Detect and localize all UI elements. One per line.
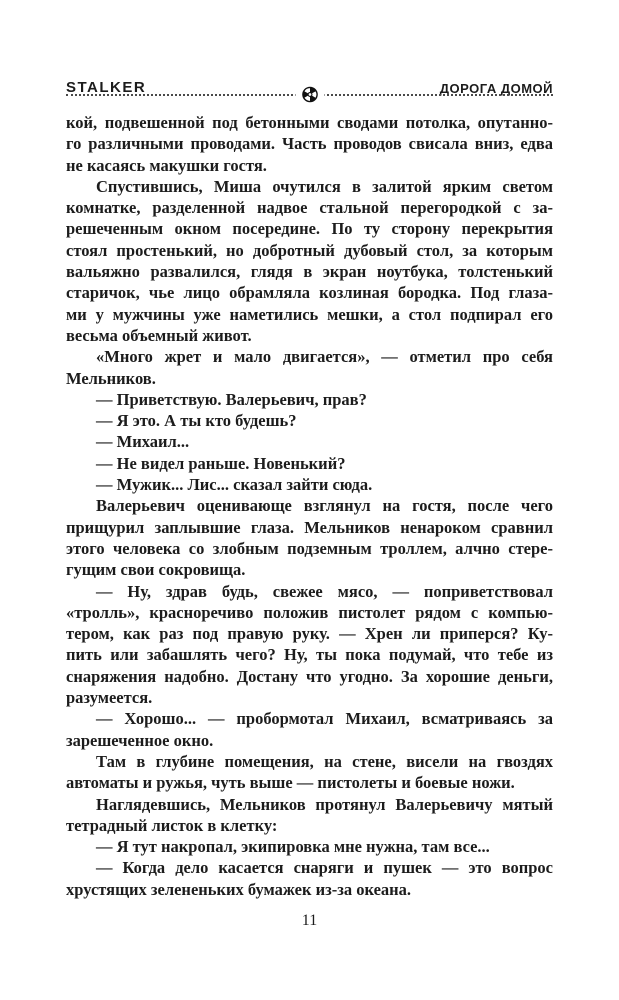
paragraph <box>66 836 553 857</box>
text-line: разумеется. <box>66 688 153 708</box>
text-line: Наглядевшись, Мельников протянул Валерьевичу мятый <box>96 794 553 814</box>
page-number: 11 <box>301 912 318 929</box>
text-line: стоял простенький, но добротный дубовый стол, за которым <box>66 240 553 260</box>
book-title: ДОРОГА ДОМОЙ <box>439 81 553 96</box>
text-line: пить или забашлять чего? Ну, ты пока подумай, что тебе из <box>66 645 553 665</box>
text-line: автоматы и ружья, чуть выше — пистолеты и боевые ножи. <box>66 773 515 793</box>
text-line: снаряжения надобно. Достану что угодно. За хорошие деньги, <box>66 666 553 686</box>
text-line: — Хорошо... — пробормотал Михаил, всматриваясь за <box>96 709 553 729</box>
text-line: Мельников. <box>66 368 156 388</box>
text-line: гущим свои сокровища. <box>66 560 246 580</box>
text-line: «Много жрет и мало двигается», — отметил про себя <box>96 347 553 367</box>
text-line: этого человека со злобным подземным троллем, алчно стере- <box>66 538 553 558</box>
text-line: вальяжно развалился, глядя в экран ноутбука, толстенький <box>66 262 553 282</box>
text-line: кой, подвешенной под бетонными сводами потолка, опутанно- <box>66 113 553 132</box>
paragraph <box>66 708 553 751</box>
radiation-icon <box>295 86 324 103</box>
paragraph <box>66 346 553 389</box>
text-line: — Мужик... Лис... сказал зайти сюда. <box>96 475 373 495</box>
paragraph <box>66 176 553 346</box>
paragraph <box>66 495 553 580</box>
text-line: хрустящих зелененьких бумажек из-за океана. <box>66 879 412 899</box>
text-line: старичок, чье лицо обрамляла козлиная бородка. Под глаза- <box>66 283 553 303</box>
paragraph <box>66 857 553 900</box>
text-line: — Я тут накропал, экипировка мне нужна, там все... <box>96 837 490 857</box>
paragraph <box>66 431 553 452</box>
paragraph <box>66 794 553 837</box>
paragraph <box>66 453 553 474</box>
text-line: тетрадный листок в клетку: <box>66 815 278 835</box>
text-line: го различными проводами. Часть проводов свисала вниз, едва <box>66 134 553 154</box>
text-line: — Когда дело касается снаряги и пушек — это вопрос <box>96 858 553 878</box>
paragraph <box>66 474 553 495</box>
text-line: «тролль», красноречиво положив пистолет рядом с компью- <box>66 602 553 622</box>
text-line: Валерьевич оценивающе взглянул на гостя, после чего <box>96 496 553 516</box>
text-line: прищурил заплывшие глаза. Мельников ненароком сравнил <box>66 517 553 537</box>
paragraph <box>66 581 553 709</box>
paragraph <box>66 751 553 794</box>
paragraph <box>66 410 553 431</box>
text-line: — Ну, здрав будь, свежее мясо, — поприветствовал <box>96 581 553 601</box>
text-line: ми у мужчины уже наметились мешки, а стол подпирал его <box>66 304 553 324</box>
text-line: — Я это. А ты кто будешь? <box>96 411 297 431</box>
text-line: — Приветствую. Валерьевич, прав? <box>96 389 367 409</box>
text-line: комнатке, разделенной надвое стальной перегородкой с за- <box>66 198 553 218</box>
text-block <box>66 112 553 900</box>
text-line: — Не видел раньше. Новенький? <box>96 453 346 473</box>
running-header <box>66 78 553 100</box>
text-line: — Михаил... <box>96 432 190 452</box>
text-line: Спустившись, Миша очутился в залитой ярким светом <box>96 176 553 196</box>
text-line: не касаясь макушки гостя. <box>66 155 267 175</box>
text-line: весьма объемный живот. <box>66 325 252 345</box>
series-title: STALKER <box>66 79 147 96</box>
text-line: зарешеченное окно. <box>66 730 214 750</box>
text-line: решеченным окном посередине. По ту сторону перекрытия <box>66 219 553 239</box>
paragraph <box>66 389 553 410</box>
text-line: тером, как раз под правую руку. — Хрен ли приперся? Ку- <box>66 624 553 644</box>
paragraph <box>66 112 553 176</box>
text-line: Там в глубине помещения, на стене, висели на гвоздях <box>96 751 553 771</box>
